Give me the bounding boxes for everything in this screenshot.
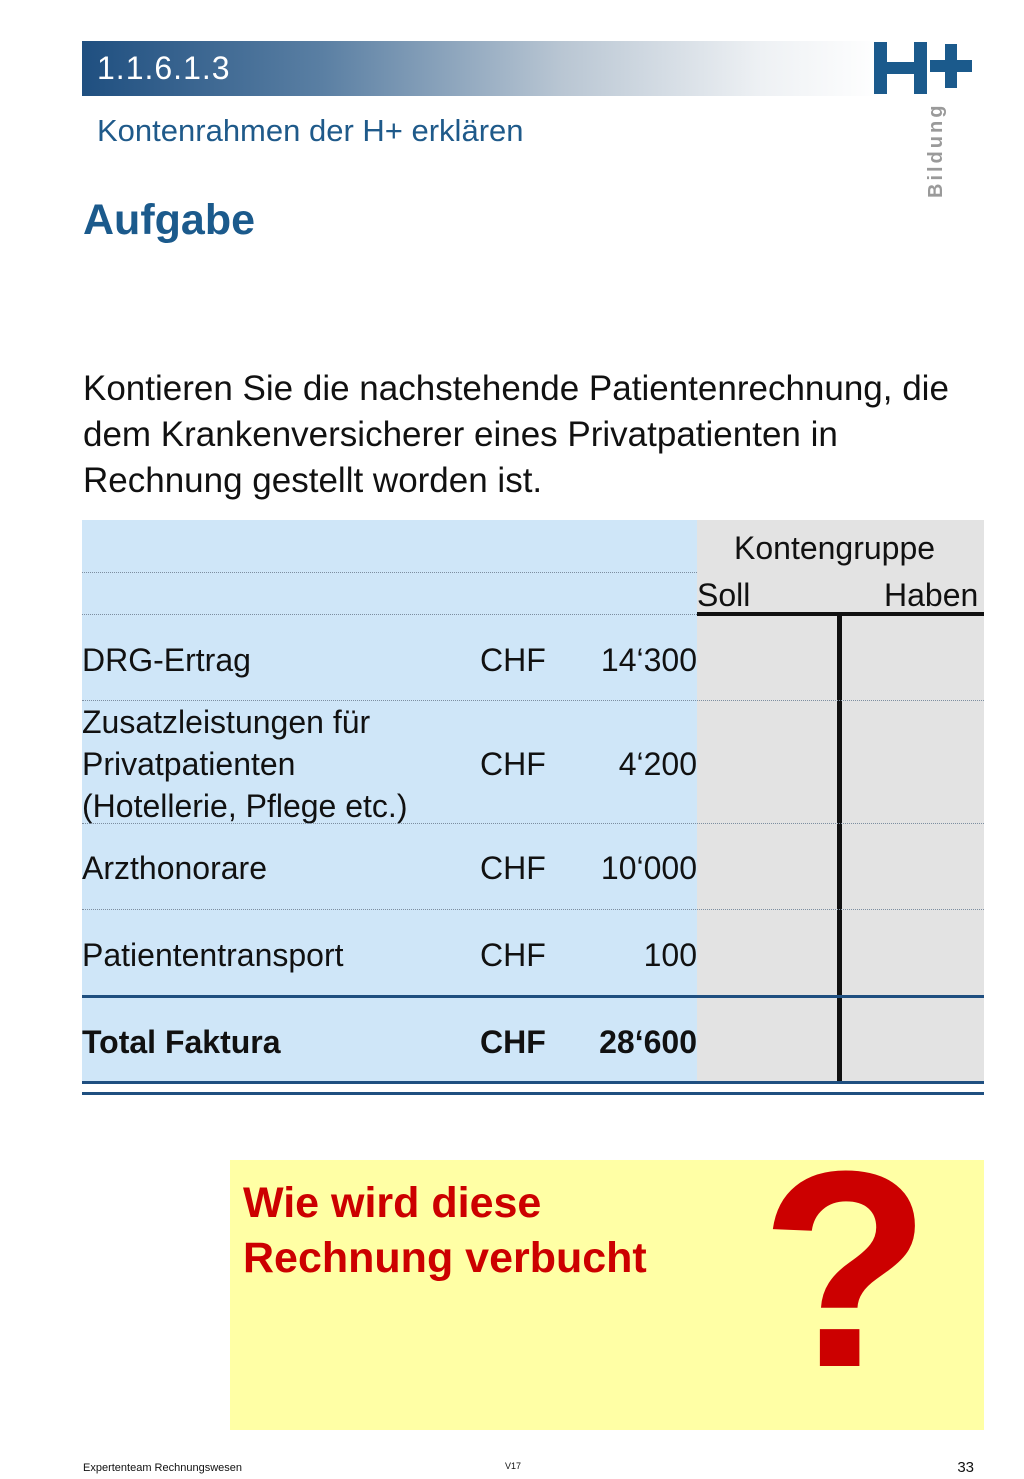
- row-currency: CHF: [480, 746, 546, 782]
- row-amount: 100: [643, 937, 697, 973]
- logo-text: H+: [872, 40, 874, 41]
- total-label: Total Faktura: [82, 1024, 281, 1060]
- logo-bildung: Bildung: [925, 102, 947, 198]
- row-amount: 10‘000: [600, 850, 697, 886]
- haben-header: Haben: [884, 577, 979, 613]
- page-title: Aufgabe: [83, 196, 255, 244]
- row-label-line: (Hotellerie, Pflege etc.): [82, 788, 408, 824]
- table-bottom-line: [82, 1092, 984, 1095]
- section-number: 1.1.6.1.3: [97, 50, 231, 86]
- question-mark-icon: ?: [760, 1114, 932, 1426]
- header-divider: [82, 572, 697, 573]
- total-divider: [82, 995, 984, 998]
- header-divider: [82, 614, 697, 615]
- row-divider: [82, 909, 984, 910]
- h-plus-logo: [872, 40, 974, 96]
- row-currency: CHF: [480, 642, 546, 678]
- question-line: Wie wird diese: [243, 1179, 542, 1227]
- page-subtitle: Kontenrahmen der H+ erklären: [97, 113, 524, 148]
- table-bottom-line: [82, 1081, 984, 1084]
- page-number: 33: [957, 1459, 974, 1476]
- footer-version: V17: [505, 1461, 522, 1471]
- row-label-line: Zusatzleistungen für: [82, 704, 371, 740]
- question-text: [243, 1176, 647, 1286]
- kontengruppe-header: Kontengruppe: [734, 530, 936, 566]
- soll-header: Soll: [697, 577, 751, 613]
- t-account-center-line: [837, 616, 842, 1082]
- row-amount: 14‘300: [600, 642, 697, 678]
- row-label: Arzthonorare: [82, 850, 267, 886]
- task-description: Kontieren Sie die nachstehende Patientenrechnung, die dem Krankenversicherer eines Privatpatienten in Rechnung gestellt worden ist.: [83, 369, 949, 500]
- row-label: Patiententransport: [82, 937, 344, 973]
- row-label: DRG-Ertrag: [82, 642, 251, 678]
- row-divider: [82, 823, 984, 824]
- row-currency: CHF: [480, 850, 546, 886]
- row-amount: 4‘200: [618, 746, 697, 782]
- row-currency: CHF: [480, 937, 546, 973]
- total-amount: 28‘600: [599, 1024, 697, 1060]
- question-line: Rechnung verbucht: [243, 1234, 647, 1282]
- total-currency: CHF: [480, 1024, 546, 1060]
- row-label-line: Privatpatienten: [82, 746, 296, 782]
- footer-team: Expertenteam Rechnungswesen: [83, 1462, 242, 1474]
